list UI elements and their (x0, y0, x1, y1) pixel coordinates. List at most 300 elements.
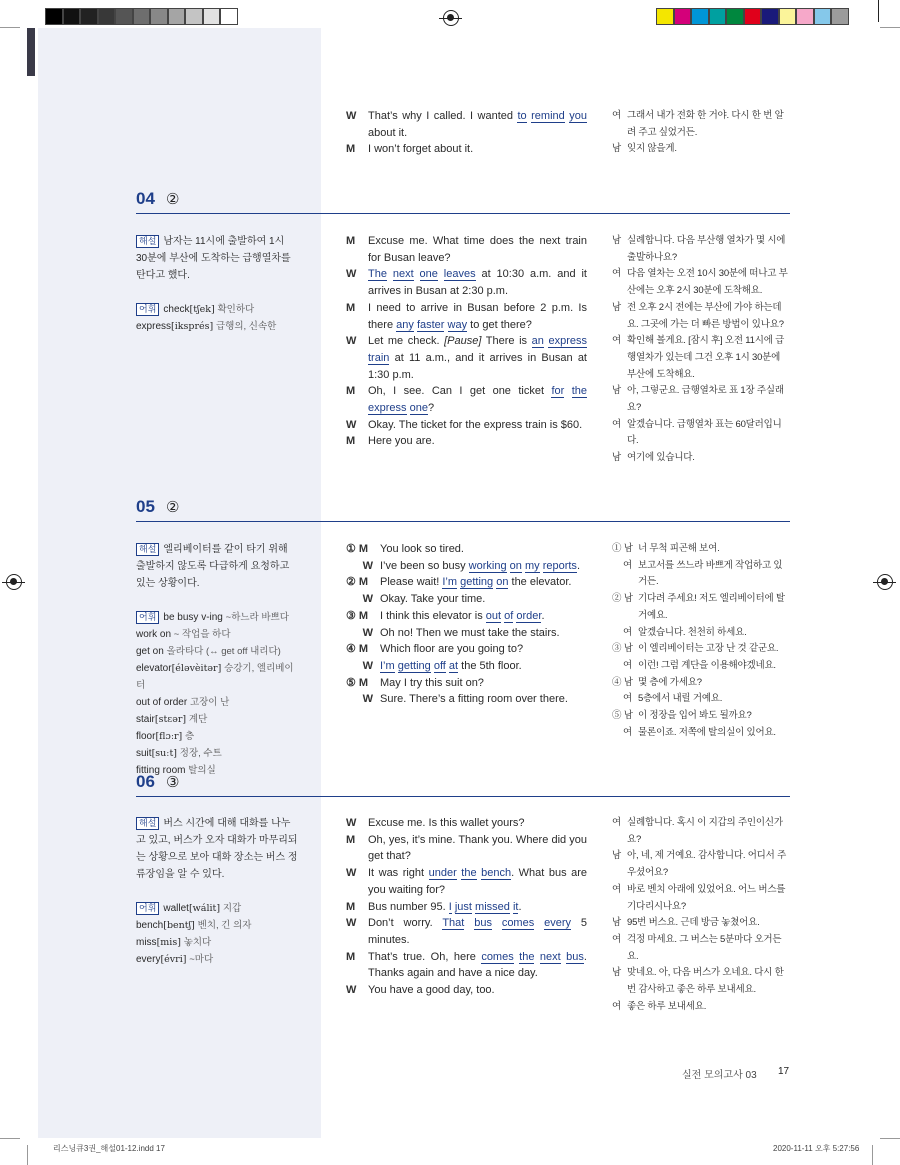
translation-line (612, 450, 790, 467)
vocab-meaning: 지갑 (222, 903, 242, 914)
speaker-label: 여 (623, 626, 632, 638)
page-number: 17 (778, 1066, 790, 1077)
grayscale-bar (45, 8, 238, 26)
vocab-item (136, 318, 298, 335)
vocab-item (136, 900, 298, 917)
dialogue-fragment: ? (427, 402, 435, 415)
vocab-meaning: ~하느라 바쁘다 (225, 612, 289, 623)
dictation-blank: one (409, 402, 428, 415)
translation-text: 이 정장을 입어 봐도 될까요? (638, 710, 752, 722)
dictation-blank: bench (481, 867, 512, 880)
dictation-blank: on (509, 559, 522, 572)
dialogue-line (346, 915, 587, 948)
translation-line (612, 541, 790, 558)
vocab-item (136, 711, 298, 728)
dialogue-fragment: There is (481, 335, 532, 348)
dictation-blank: next (539, 950, 561, 963)
explanation-tag: 해설 (136, 235, 159, 248)
dictation-blank: working (468, 559, 507, 572)
dialogue-fragment: I won’t forget about it. (368, 143, 474, 156)
dictation-blank: every (544, 917, 571, 930)
dialogue-line (346, 949, 587, 982)
dictation-blank: order (516, 609, 542, 622)
translation-text: 95번 버스요. 근데 방금 놓쳤어요. (627, 917, 760, 929)
dialogue-text (380, 591, 587, 608)
dictation-blank: the (519, 950, 535, 963)
answer-marker: ③ (166, 774, 180, 791)
explanation-05 (136, 541, 298, 779)
vocab-pronunciation: [flɔːr] (155, 731, 183, 742)
crop-mark-icon (878, 0, 879, 22)
dialogue-text (380, 675, 587, 692)
translation-text: 전 오후 2시 전에는 부산에 가야 하는데요. 그곳에 가는 더 빠른 방법이 있나요? (627, 301, 784, 330)
vocab-meaning: 승강기, 엘리베이터 (136, 663, 294, 691)
crop-mark-icon (0, 1138, 20, 1139)
dialogue-line (346, 266, 587, 299)
dialogue-line (346, 233, 587, 266)
dictation-blank: my (524, 559, 540, 572)
explanation-06 (136, 815, 298, 968)
translation-line (612, 848, 790, 881)
speaker-label: 여 (623, 559, 632, 571)
speaker-label: ⑤ 남 (612, 710, 633, 722)
translation-line (612, 641, 790, 658)
dialogue-text (368, 266, 587, 299)
dialogue-fragment (414, 268, 420, 280)
dictation-blank: at (448, 659, 459, 672)
dictation-blank: I’m (380, 659, 395, 672)
dialogue-text (380, 541, 587, 558)
speaker-label: M (346, 950, 356, 963)
speaker-label: 남 (612, 385, 621, 397)
translation-line (612, 233, 790, 266)
dictation-blank: I (448, 900, 452, 913)
dialogue-fragment: It was right (368, 867, 429, 880)
dialogue-line (346, 608, 587, 625)
translation-text: 좋은 하루 보내세요. (627, 1000, 707, 1012)
speaker-label: W (346, 110, 357, 122)
vocab-word: fitting room (136, 765, 186, 776)
translation-line (612, 691, 790, 708)
vocab-word: every (136, 954, 161, 965)
speaker-label: M (346, 235, 356, 247)
section-header-04 (136, 191, 790, 214)
translation-line (612, 300, 790, 333)
dictation-blank: just (454, 900, 472, 913)
translation-05 (612, 541, 790, 741)
explanation-tag: 해설 (136, 817, 159, 830)
dictation-blank: getting (397, 659, 431, 672)
speaker-label: 여 (612, 883, 621, 895)
speaker-label: W (346, 917, 357, 930)
dialogue-fragment (387, 268, 393, 280)
translation-line (612, 815, 790, 848)
translation-line (612, 999, 790, 1016)
vocab-word: work on (136, 629, 172, 640)
translation-06 (612, 815, 790, 1015)
vocab-item (136, 951, 298, 968)
speaker-label: ③ M (346, 609, 369, 622)
explanation-text (136, 815, 298, 883)
vocab-pronunciation: [iksprés] (171, 321, 214, 332)
vocab-meaning: 올라타다 (↔ get off 내리다) (166, 646, 281, 657)
translation-text: 그래서 내가 전화 한 거야. 다시 한 번 알려 주고 싶었거든. (627, 110, 784, 138)
dialogue-fragment (464, 917, 474, 929)
vocab-item (136, 934, 298, 951)
dialogue-line (346, 675, 587, 692)
translation-text: 보고서를 쓰느라 바쁘게 작업하고 있거든. (638, 559, 783, 588)
vocab-meaning: ~ 작업을 하다 (173, 629, 231, 640)
dialogue-text (368, 233, 587, 266)
speaker-label: W (362, 593, 373, 606)
translation-line (612, 932, 790, 965)
speaker-label: 남 (612, 301, 621, 313)
dictation-blank: bus (566, 950, 584, 963)
dialogue-04 (346, 233, 587, 450)
vocab-word: express (136, 321, 172, 332)
speaker-label: ⑤ M (346, 676, 369, 689)
speaker-label: ① 남 (612, 543, 633, 554)
dialogue-text (368, 982, 587, 999)
dialogue-line (346, 541, 587, 558)
dictation-blank: one (419, 268, 438, 281)
dialogue-fragment: . Thanks again and have a nice day. (368, 950, 587, 980)
vocab-meaning: 계단 (188, 714, 208, 725)
speaker-label: 남 (612, 917, 621, 929)
translation-text: 5층에서 내릴 거예요. (638, 693, 723, 705)
translation-line (612, 658, 790, 675)
speaker-label: W (346, 268, 357, 281)
dictation-blank: getting (460, 576, 494, 589)
vocab-meaning: ~마다 (189, 954, 214, 965)
explanation-body: 엘리베이터를 같이 타기 위해 출발하지 않도록 다급하게 요청하고 있는 상황이다. (136, 544, 290, 589)
dialogue-line (346, 815, 587, 832)
vocab-word: out of order (136, 697, 188, 708)
dialogue-fragment: about it. (368, 126, 408, 139)
dialogue-text (380, 625, 587, 642)
vocab-item (136, 643, 298, 660)
speaker-label: ① M (346, 543, 369, 555)
translation-line (612, 675, 790, 692)
dialogue-line (346, 333, 587, 383)
translation-text: 알겠습니다. 급행열차 표는 60달러입니다. (627, 418, 782, 447)
dialogue-text (368, 108, 587, 141)
dialogue-fragment (534, 917, 544, 929)
vocab-pronunciation: [éləvèitər] (171, 663, 222, 674)
dialogue-text (380, 691, 587, 708)
dictation-blank: train (368, 351, 390, 364)
dictation-blank: an (531, 335, 544, 348)
vocab-word: floor (136, 731, 156, 742)
speaker-label: 여 (623, 659, 632, 671)
speaker-label: M (346, 833, 356, 846)
dialogue-fragment: Don’t worry. (368, 917, 443, 930)
dialogue-line (346, 108, 587, 141)
dictation-blank: remind (531, 110, 565, 122)
dialogue-text (368, 865, 587, 898)
vocab-pronunciation: [bentʃ] (163, 920, 195, 931)
explanation-body: 남자는 11시에 출발하여 1시 30분에 부산에 도착하는 급행열차를 탄다고 했다. (136, 236, 291, 281)
vocab-pronunciation: [wálit] (188, 903, 221, 914)
translation-line (612, 882, 790, 915)
section-header-05 (136, 499, 790, 522)
speaker-label: 남 (612, 235, 621, 246)
dialogue-fragment: I need to arrive in Busan before 2 p.m. Is there (368, 301, 587, 331)
dialogue-fragment (492, 917, 502, 929)
dialogue-text (368, 333, 587, 383)
dictation-blank: That (442, 917, 465, 930)
translation-text: 맞네요. 아, 다음 버스가 오네요. 다시 한 번 감사하고 좋은 하루 보내세요. (627, 967, 784, 996)
dialogue-fragment: Oh no! Then we must take the stairs. (380, 626, 560, 639)
vocab-item (136, 626, 298, 643)
vocab-tag: 어휘 (136, 902, 159, 915)
dialogue-line (346, 982, 587, 999)
dialogue-fragment: . (518, 900, 522, 913)
registration-mark-icon (6, 574, 22, 590)
vocab-word: stair (136, 714, 155, 725)
dictation-blank: the (571, 385, 587, 398)
speaker-label: W (346, 335, 357, 348)
dialogue-fragment: Let me check. (368, 335, 445, 348)
dialogue-fragment: at 11 a.m., and it arrives in Busan at 1:30 p.m. (368, 351, 587, 381)
translation-continued (612, 108, 790, 158)
vocab-meaning: 탈의실 (188, 765, 216, 776)
crop-mark-icon (27, 1145, 28, 1165)
dialogue-line (346, 433, 587, 450)
vocab-tag: 어휘 (136, 611, 159, 624)
print-timestamp: 2020-11-11 오후 5:27:56 (773, 1144, 860, 1153)
translation-line (612, 708, 790, 725)
crop-mark-icon (880, 27, 900, 28)
translation-text: 물론이죠. 저쪽에 탈의실이 있어요. (638, 726, 776, 738)
translation-line (612, 558, 790, 591)
dialogue-fragment: Which floor are you going to? (380, 643, 524, 656)
vocab-item (136, 660, 298, 694)
translation-line (612, 333, 790, 383)
dialogue-line (346, 865, 587, 898)
speaker-label: 남 (612, 967, 621, 979)
dialogue-text (368, 383, 587, 416)
dialogue-fragment: . (576, 559, 580, 572)
explanation-tag: 해설 (136, 543, 159, 556)
vocab-word: suit (136, 748, 152, 759)
section-header-06 (136, 774, 790, 797)
dialogue-text (368, 300, 587, 333)
dictation-blank: comes (481, 950, 514, 963)
dialogue-line (346, 141, 587, 158)
dialogue-fragment: 5 minutes. (368, 917, 587, 946)
dialogue-line (346, 574, 587, 591)
translation-line (612, 141, 790, 158)
translation-text: 걱정 마세요. 그 버스는 5분마다 오거든요. (627, 933, 782, 962)
dictation-blank: next (392, 268, 414, 281)
dialogue-06 (346, 815, 587, 999)
vocab-item (136, 694, 298, 711)
stage-direction: [Pause] (444, 335, 482, 348)
dictation-blank: The (368, 268, 387, 281)
dialogue-fragment: Okay. Take your time. (380, 593, 486, 606)
speaker-label: ② M (346, 576, 369, 589)
file-slug: 리스닝큐3권_해설01-12.indd 17 (53, 1144, 165, 1153)
speaker-label: ④ M (346, 643, 369, 656)
registration-mark-icon (443, 10, 459, 26)
color-bar (656, 8, 849, 25)
translation-text: 실례합니다. 다음 부산행 열차가 몇 시에 출발하나요? (627, 235, 786, 263)
explanation-body: 버스 시간에 대해 대화를 나누고 있고, 버스가 오자 대화가 마무리되는 상황으로 보아 대화 장소는 버스 정류장임을 알 수 있다. (136, 818, 298, 880)
answer-marker: ② (166, 191, 180, 208)
speaker-label: 남 (612, 452, 621, 464)
speaker-label: 여 (612, 335, 621, 347)
translation-line (612, 915, 790, 932)
speaker-label: M (346, 435, 356, 448)
translation-line (612, 108, 790, 141)
dialogue-text (380, 574, 587, 591)
dialogue-fragment: the elevator. (508, 576, 572, 589)
vocab-word: be busy v-ing (163, 612, 223, 623)
speaker-label: M (346, 301, 356, 314)
vocab-meaning: 고장이 난 (189, 697, 230, 708)
speaker-label: W (362, 626, 373, 639)
vocab-word: bench (136, 920, 164, 931)
dictation-blank: the (461, 867, 477, 880)
vocab-meaning: 정장, 수트 (179, 748, 222, 759)
speaker-label: M (346, 900, 356, 913)
speaker-label: W (346, 418, 357, 431)
vocab-word: check (163, 304, 190, 315)
translation-line (612, 965, 790, 998)
dictation-blank: express (368, 402, 407, 415)
speaker-label: 여 (612, 933, 621, 945)
vocab-item (136, 609, 298, 626)
dictation-blank: off (433, 659, 446, 672)
dialogue-fragment: You look so tired. (380, 543, 464, 555)
speaker-label: 남 (612, 143, 621, 155)
vocab-list (136, 301, 298, 335)
dialogue-fragment: Okay. The ticket for the express train is $60. (368, 418, 583, 431)
translation-text: 몇 층에 가세요? (638, 676, 702, 688)
vocab-list (136, 609, 298, 779)
dialogue-line (346, 591, 587, 608)
vocab-meaning: 확인하다 (217, 304, 255, 315)
translation-line (612, 725, 790, 742)
speaker-label: W (362, 693, 373, 706)
dictation-blank: you (569, 110, 587, 122)
translation-line (612, 591, 790, 624)
dictation-blank: on (496, 576, 509, 589)
dictation-blank: comes (501, 917, 535, 930)
dictation-blank: express (548, 335, 587, 348)
dialogue-fragment: Excuse me. What time does the next train for Busan leave? (368, 235, 587, 264)
dialogue-fragment: the 5th floor. (458, 659, 522, 672)
dictation-blank: of (504, 609, 514, 622)
dialogue-text (380, 641, 587, 658)
dialogue-fragment: . (541, 609, 545, 622)
speaker-label: 여 (612, 268, 621, 280)
chapter-tab (27, 28, 35, 76)
question-number: 06 (136, 772, 155, 791)
translation-04 (612, 233, 790, 467)
dialogue-fragment (564, 385, 571, 397)
crop-mark-icon (880, 1138, 900, 1139)
dialogue-text (368, 417, 587, 434)
translation-text: 이 엘리베이터는 고장 난 것 같군요. (638, 643, 779, 655)
dictation-blank: leaves (443, 268, 476, 281)
vocab-pronunciation: [stɛər] (154, 714, 187, 725)
dialogue-fragment: That’s true. Oh, here (368, 950, 482, 963)
crop-mark-icon (872, 1145, 873, 1165)
speaker-label: W (346, 984, 357, 997)
vocab-pronunciation: [mis] (156, 937, 181, 948)
answer-marker: ② (166, 499, 180, 516)
translation-text: 확인해 볼게요. [잠시 후] 오전 11시에 급행열차가 있는데 그건 오후 1시 30분에 부산에 도착해요. (627, 335, 785, 380)
dialogue-05 (346, 541, 587, 708)
speaker-label: W (346, 817, 357, 829)
translation-text: 아, 네, 제 거예요. 감사합니다. 어디서 주우셨어요? (627, 850, 787, 879)
dialogue-text (368, 899, 587, 916)
speaker-label: 남 (612, 850, 621, 862)
speaker-label: 여 (623, 693, 632, 705)
vocab-tag: 어휘 (136, 303, 159, 316)
dictation-blank: out (485, 609, 502, 622)
explanation-04 (136, 233, 298, 335)
translation-text: 이런! 그럼 계단을 이용해야겠네요. (638, 659, 776, 671)
translation-text: 알겠습니다. 천천히 하세요. (638, 626, 747, 638)
dialogue-continued (346, 108, 587, 158)
vocab-list (136, 900, 298, 968)
dialogue-fragment: Please wait! (380, 576, 443, 589)
crop-mark-icon (0, 27, 20, 28)
dialogue-text (368, 832, 587, 865)
vocab-pronunciation: [tʃek] (189, 304, 215, 315)
dialogue-fragment: I think this elevator is (380, 609, 486, 622)
dictation-blank: reports (542, 559, 577, 572)
dialogue-text (380, 558, 587, 575)
vocab-word: miss (136, 937, 157, 948)
translation-text: 기다려 주세요! 저도 엘리베이터에 탈 거예요. (638, 593, 785, 621)
speaker-label: W (346, 867, 357, 880)
vocab-word: get on (136, 646, 164, 657)
dialogue-text (368, 915, 587, 948)
translation-text: 너 무척 피곤해 보여. (638, 543, 720, 554)
dialogue-fragment: May I try this suit on? (380, 676, 484, 689)
dialogue-line (346, 641, 587, 658)
dialogue-line (346, 899, 587, 916)
dialogue-fragment: Bus number 95. (368, 900, 449, 913)
translation-text: 여기에 있습니다. (627, 452, 695, 464)
dialogue-text (368, 141, 587, 158)
translation-line (612, 625, 790, 642)
dialogue-fragment (438, 268, 444, 280)
explanation-text (136, 233, 298, 284)
dialogue-text (380, 658, 587, 675)
dictation-blank: under (428, 867, 457, 880)
footer-title: 실전 모의고사 03 (682, 1070, 757, 1081)
dialogue-line (346, 417, 587, 434)
dictation-blank: way (447, 318, 468, 331)
speaker-label: ④ 남 (612, 676, 633, 688)
speaker-label: 여 (612, 1000, 621, 1012)
dialogue-text (368, 433, 587, 450)
translation-text: 아, 그렇군요. 급행열차로 표 1장 주실래요? (627, 385, 784, 414)
dialogue-fragment: That’s why I called. I wanted (368, 110, 518, 122)
dictation-blank: to (517, 110, 527, 122)
vocab-item (136, 745, 298, 762)
vocab-item (136, 301, 298, 318)
speaker-label: 여 (612, 418, 621, 430)
dictation-blank: missed (475, 900, 510, 913)
dictation-blank: I’m (442, 576, 458, 589)
translation-line (612, 383, 790, 416)
